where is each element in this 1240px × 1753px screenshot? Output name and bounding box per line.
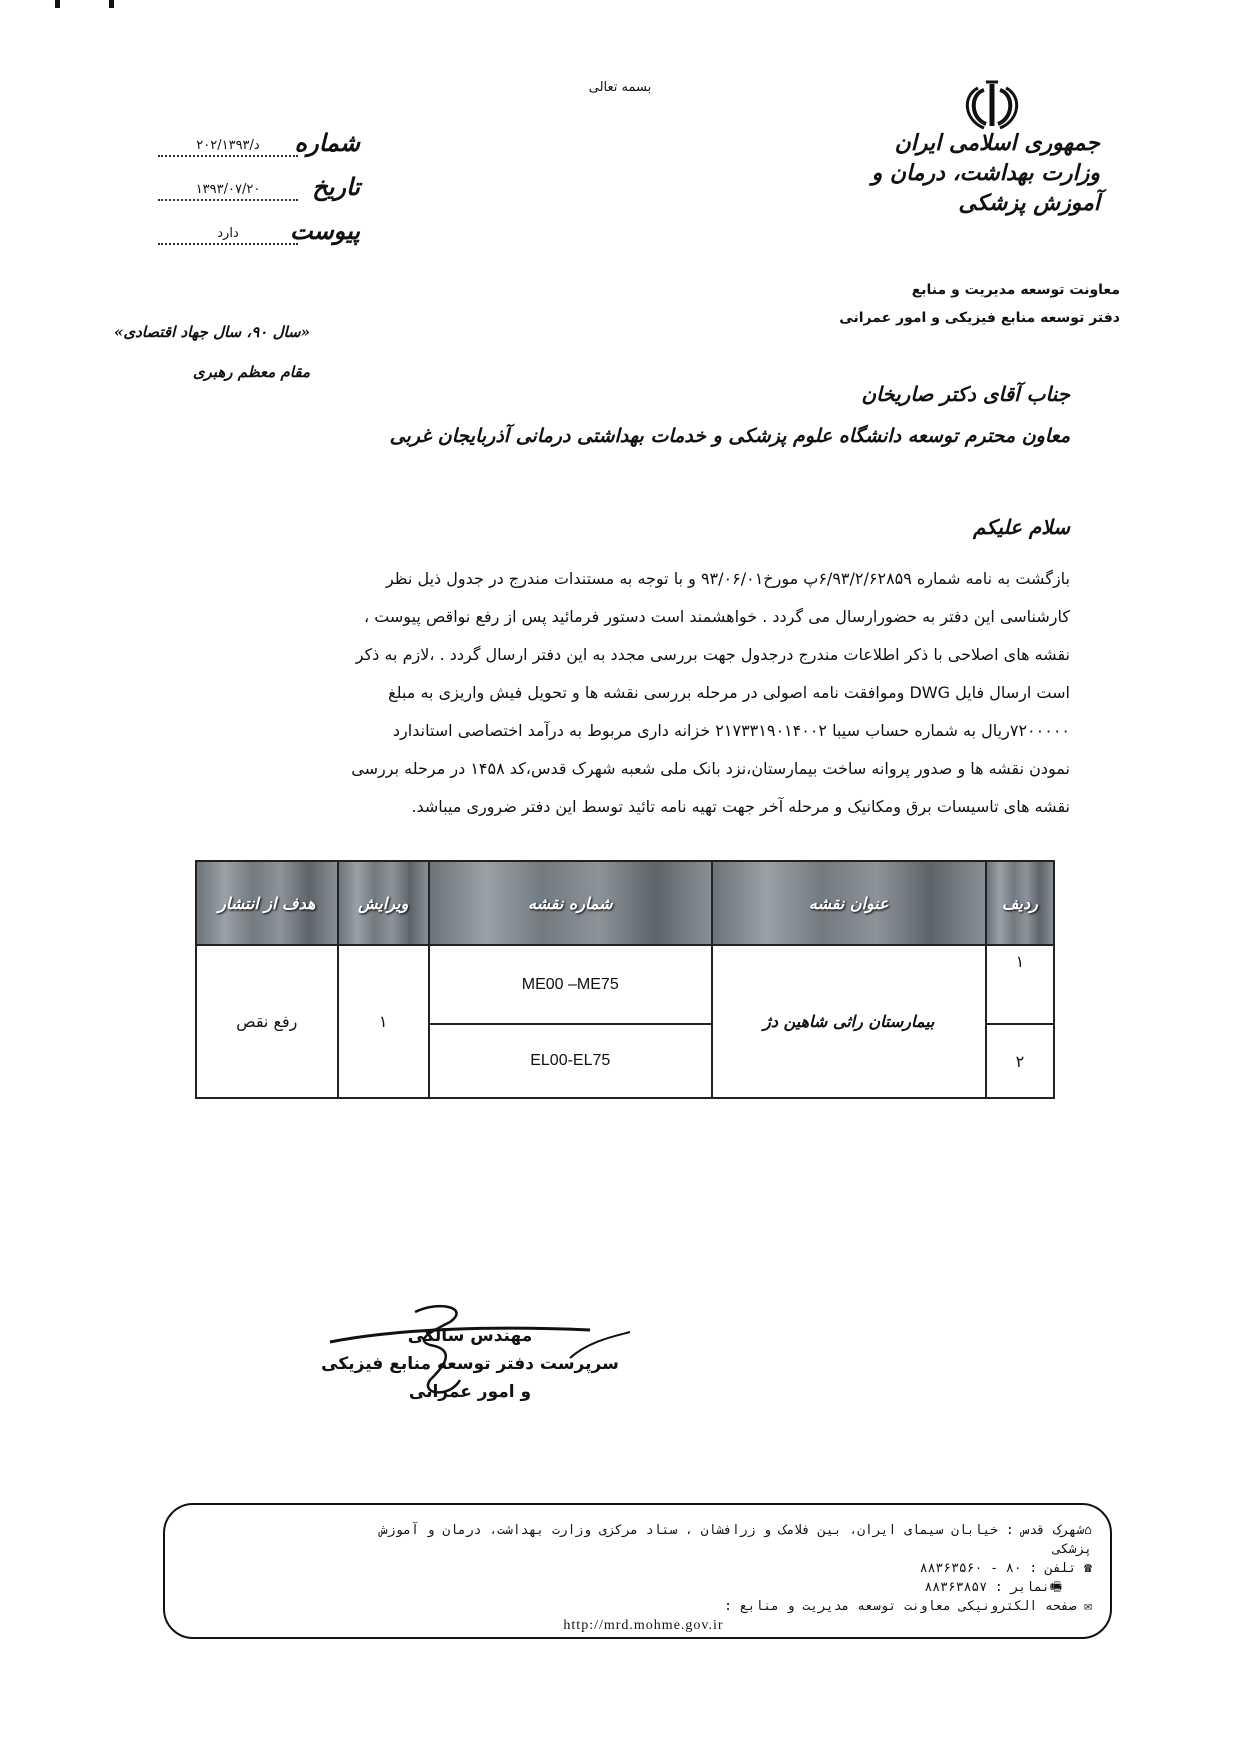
header-drawing-title: عنوان نقشه (712, 861, 986, 945)
body-line: نقشه های اصلاحی با ذکر اطلاعات مندرج درجدول جهت بررسی مجدد به این دفتر ارسال گردد . ،لازم به ذکر (355, 645, 1070, 664)
reference-number (150, 128, 360, 157)
reference-date (150, 172, 360, 201)
header-purpose: هدف از انتشار (196, 861, 338, 945)
footer-address: ⌂شهرک قدس : خیابان سیمای ایران، بین فلامک و زرافشان ، ستاد مرکزی وزارت بهداشت، درمان و آموزش (379, 1523, 1092, 1538)
drawing-number-cell: ME00 –ME75 (429, 945, 712, 1024)
footer-phone: ☎ تلفن : ۸۰ - ۸۸۳۶۳۵۶۰ (919, 1561, 1092, 1576)
number-label: شماره (294, 128, 360, 157)
body-line: بازگشت به نامه شماره ۶/۹۳/۲/۶۲۸۵۹پ مورخ۹۳/۰۶/۰۱ و با توجه به مستندات مندرج در جدول ذیل نظر (385, 569, 1070, 588)
basmala: بسمه تعالی (588, 80, 652, 95)
location-icon: ⌂ (1084, 1523, 1092, 1538)
footer-contact-box (163, 1503, 1112, 1639)
ministry-name: وزارت بهداشت، درمان و آموزش پزشکی (871, 160, 1100, 216)
phone-icon: ☎ (1084, 1561, 1092, 1576)
motto (110, 312, 310, 392)
motto-line: «سال ۹۰، سال جهاد اقتصادی» (114, 323, 310, 341)
office-name: دفتر توسعه منابع فیزیکی و امور عمرانی (839, 310, 1120, 326)
header-revision: ویرایش (338, 861, 429, 945)
row-index: ۱ (986, 945, 1054, 1024)
footer-url[interactable]: http://mrd.mohme.gov.ir (563, 1618, 724, 1633)
drawings-table (195, 860, 1055, 1099)
addressee-name: جناب آقای دکتر صاریخان (861, 382, 1070, 406)
ministry-letterhead (870, 128, 1100, 218)
row-index: ۲ (986, 1024, 1054, 1098)
signature-block (320, 1322, 620, 1406)
addressee-title: معاون محترم توسعه دانشگاه علوم پزشکی و خدمات بهداشتی درمانی آذربایجان غربی (389, 425, 1070, 447)
project-title-cell: بیمارستان راثی شاهین دژ (712, 945, 986, 1098)
footer-address-cont: پزشکی (1052, 1542, 1092, 1557)
deputy-name: معاونت توسعه مدیریت و منابع (911, 282, 1120, 298)
signer-name: مهندس سالکی (407, 1326, 533, 1346)
footer-fax: 🖷نمابر : ۸۸۳۶۳۸۵۷ (924, 1580, 1062, 1595)
header-index: ردیف (986, 861, 1054, 945)
greeting: سلام علیکم (973, 515, 1070, 539)
republic-name: جمهوری اسلامی ایران (894, 130, 1100, 156)
footer-web: ✉ صفحه الکترونیکی معاونت توسعه مدیریت و منابع : (724, 1599, 1092, 1614)
body-line: است ارسال فایل DWG وموافقت نامه اصولی در مرحله بررسی نقشه ها و تحویل فیش واریزی به مبلغ (388, 683, 1070, 702)
header-drawing-number: شماره نقشه (429, 861, 712, 945)
department-block (800, 276, 1120, 332)
table-row (196, 945, 1054, 1024)
attachment-label: پیوست (290, 216, 360, 245)
fax-icon: 🖷 (1049, 1580, 1062, 1595)
envelope-icon: ✉ (1084, 1599, 1092, 1614)
table-header-row (196, 861, 1054, 945)
letter-body (175, 560, 1070, 826)
date-label: تاریخ (312, 172, 360, 201)
drawing-number-cell: EL00-EL75 (429, 1024, 712, 1098)
body-line: نمودن نقشه ها و صدور پروانه ساخت بیمارستان،نزد بانک ملی شعبه شهرک قدس،کد ۱۴۵۸ در مرحله بررسی (351, 759, 1070, 778)
iran-emblem-icon (962, 80, 1022, 130)
purpose-cell: رفع نقص (196, 945, 338, 1098)
revision-cell: ۱ (338, 945, 429, 1098)
signer-title: سرپرست دفتر توسعه منابع فیزیکی (321, 1354, 619, 1374)
attachment-value: دارد (158, 225, 298, 245)
reference-attachment (150, 216, 360, 245)
motto-attribution: مقام معظم رهبری (192, 363, 310, 381)
date-value: ۱۳۹۳/۰۷/۲۰ (158, 181, 298, 201)
number-value: د/۲۰۲/۱۳۹۳ (158, 137, 298, 157)
body-line: کارشناسی این دفتر به حضورارسال می گردد . خواهشمند است دستور فرمائید پس از رفع نواقص پیوست ، (363, 607, 1070, 626)
body-line: نقشه های تاسیسات برق ومکانیک و مرحله آخر جهت تهیه نامه تائید توسط این دفتر ضروری میباشد. (411, 797, 1070, 816)
body-line: ۷۲۰۰۰۰۰ریال به شماره حساب سیبا ۲۱۷۳۳۱۹۰۱۴۰۰۲ خزانه داری مربوط به درآمد اختصاصی استاندارد (392, 721, 1070, 740)
signer-title-cont: و امور عمرانی (408, 1382, 532, 1402)
